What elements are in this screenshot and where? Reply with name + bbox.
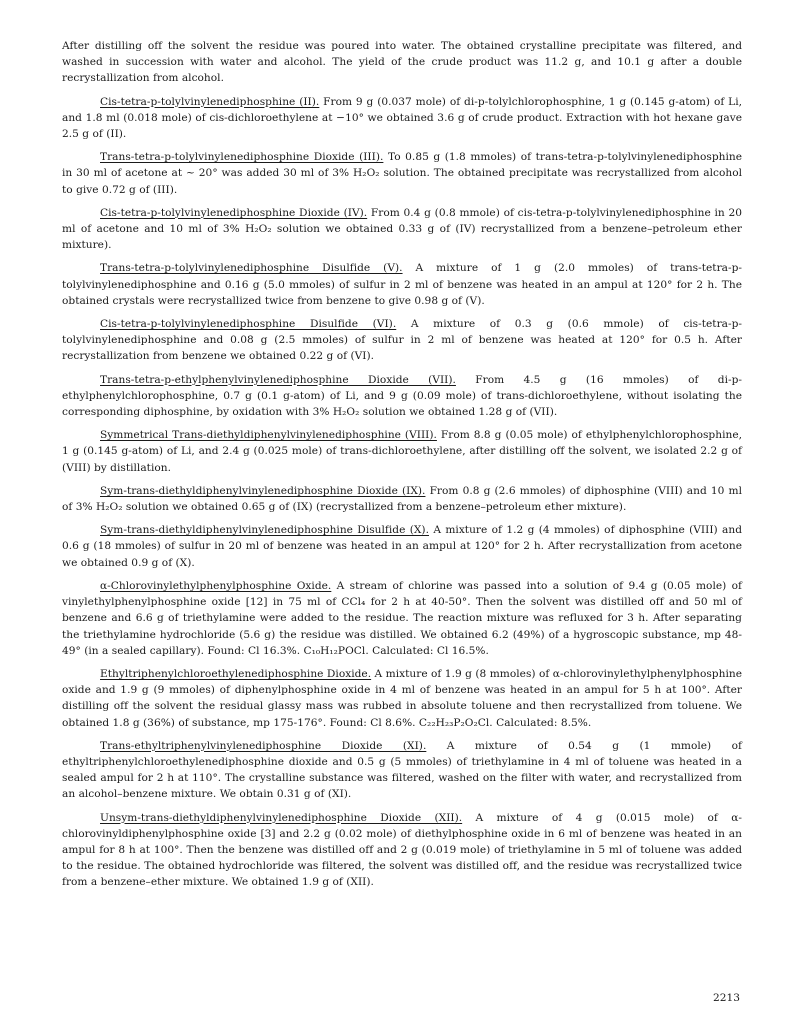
paragraph-body: A mixture of 0.54 g (1 mmole) of ethyltriphenylchloroethylenediphosphine dioxide and 0.5 g (5 mmoles) of triethylamine in 4 ml of toluene was heated in a sealed ampul for 2 h at 110°. The crystalline substance was filtered, washed on the filter with water, and recrystallized from an alcohol–benzene mixture. We obtain 0.31 g of (XI). (62, 739, 743, 801)
paragraph-body: A mixture of 4 g (0.015 mole) of α-chlorovinyldiphenylphosphine oxide [3] and 2.2 g (0.02 mole) of diethylphosphine oxide in 6 ml of benzene was heated in an ampul for 8 h at 100°. Then the benzene was distilled off and 2 g (0.019 mole) of triethylamine in 5 ml of toluene was added to the residue. The obtained hydrochloride was filtered, the solvent was distilled off, and the residue was recrystallized twice from a benzene–ether mixture. We obtained 1.9 g of (XII). (62, 811, 742, 889)
paragraph-body: After distilling off the solvent the residue was poured into water. The obtained crystalline precipitate was filtered, and washed in succession with water and alcohol. The yield of the crude product was 11.2 g, and 10.1 g after a double recrystallization from alcohol. (62, 40, 742, 85)
paragraph-intro (62, 38, 742, 87)
section-heading: α-Chlorovinylethylphenylphosphine Oxide. (100, 579, 332, 592)
paragraph-body: To 0.85 g (1.8 mmoles) of trans-tetra-p-tolylvinylenediphosphine in 30 ml of acetone at ~ 20° was added 30 ml of 3% H₂O₂ solution. The obtained precipitate was recrystallized from alcohol to give 0.72 g of (III). (62, 151, 742, 196)
section-heading: Unsym-trans-diethyldiphenylvinylenediphosphine Dioxide (XII). (100, 811, 463, 824)
paragraph-compound-xii (62, 810, 742, 891)
paragraph-compound-iii (62, 149, 742, 198)
paragraph-compound-vi (62, 316, 742, 365)
paragraph-body: From 9 g (0.037 mole) of di-p-tolylchlorophosphine, 1 g (0.145 g-atom) of Li, and 1.8 ml (0.018 mole) of cis-dichloroethylene at −10° we obtained 3.6 g of crude product. Extraction with hot hexane gave 2.5 g of (II). (62, 95, 742, 141)
section-heading: Trans-tetra-p-tolylvinylenediphosphine Dioxide (III). (100, 151, 384, 164)
paragraph-chloroethylene-dioxide (62, 666, 742, 731)
section-heading: Symmetrical Trans-diethyldiphenylvinylenediphosphine (VIII). (100, 429, 437, 442)
paragraph-compound-xi (62, 738, 742, 803)
paragraph-body: From 0.8 g (2.6 mmoles) of diphosphine (VIII) and 10 ml of 3% H₂O₂ solution we obtained 0.65 g of (IX) (recrystallized from a benzene–petroleum ether mixture). (62, 484, 742, 514)
section-heading: Ethyltriphenylchloroethylenediphosphine Dioxide. (100, 667, 372, 680)
paragraph-compound-x (62, 522, 742, 571)
paragraph-compound-viii (62, 427, 742, 476)
paragraph-body: A mixture of 1 g (2.0 mmoles) of trans-tetra-p-tolylvinylenediphosphine and 0.16 g (5.0 mmoles) of sulfur in 2 ml of benzene was heated in an ampul at 120° for 2 h. The obtained crystals were recrystallized twice from benzene to give 0.98 g of (V). (62, 262, 742, 307)
paragraph-body: From 8.8 g (0.05 mole) of ethylphenylchlorophosphine, 1 g (0.145 g-atom) of Li, and 2.4 g (0.025 mole) of trans-dichloroethylene, after distilling off the solvent, we isolated 2.2 g of (VIII) by distillation. (62, 429, 742, 474)
section-heading: Trans-ethyltriphenylvinylenediphosphine Dioxide (XI). (100, 739, 427, 752)
paragraph-body: A mixture of 0.3 g (0.6 mmole) of cis-tetra-p-tolylvinylenediphosphine and 0.08 g (2.5 mmoles) of sulfur in 2 ml of benzene was heated at 120° for 0.5 h. After recrystallization from benzene we obtained 0.22 g of (VI). (62, 318, 742, 363)
paragraph-body: A mixture of 1.9 g (8 mmoles) of α-chlorovinylethylphenylphosphine oxide and 1.9 g (9 mmoles) of diphenylphosphine oxide in 4 ml of benzene was heated in an ampul for 5 h at 100°. After distilling off the solvent the residual glassy mass was rubbed in absolute toluene and then recrystallized from toluene. We obtained 1.8 g (36%) of substance, mp 175-176°. Found: Cl 8.6%. C₂₂H₂₃P₂O₂Cl. Calculated: 8.5%. (62, 667, 742, 729)
section-heading: Trans-tetra-p-ethylphenylvinylenediphosphine Dioxide (VII). (100, 373, 456, 386)
section-heading: Cis-tetra-p-tolylvinylenediphosphine Disulfide (VI). (100, 318, 397, 331)
paragraph-compound-iv (62, 205, 742, 254)
paragraph-compound-ix (62, 483, 742, 515)
paragraph-compound-vii (62, 372, 742, 421)
section-heading: Trans-tetra-p-tolylvinylenediphosphine Disulfide (V). (100, 262, 403, 275)
section-heading: Cis-tetra-p-tolylvinylenediphosphine (II). (100, 95, 320, 108)
page-body (62, 38, 742, 898)
paragraph-compound-v (62, 260, 742, 309)
paragraph-compound-ii (62, 94, 742, 143)
paragraph-chlorovinyl-oxide (62, 578, 742, 659)
section-heading: Sym-trans-diethyldiphenylvinylenediphosphine Dioxide (IX). (100, 484, 426, 497)
paragraph-body: A stream of chlorine was passed into a solution of 9.4 g (0.05 mole) of vinylethylphenylphosphine oxide [12] in 75 ml of CCl₄ for 2 h at 40-50°. Then the solvent was distilled off and 50 ml of benzene and 6.6 g of triethylamine were added to the residue. The reaction mixture was refluxed for 3 h. After separating the triethylamine hydrochloride (5.6 g) the residue was distilled. We obtained 6.2 (49%) of a hygroscopic substance, mp 48-49° (in a sealed capillary). Found: Cl 16.3%. C₁₀H₁₂POCl. Calculated: Cl 16.5%. (62, 579, 742, 657)
section-heading: Sym-trans-diethyldiphenylvinylenediphosphine Disulfide (X). (100, 524, 429, 537)
paragraph-body: From 4.5 g (16 mmoles) of di-p-ethylphenylchlorophosphine, 0.7 g (0.1 g-atom) of Li, and 9 g (0.09 mole) of trans-dichloroethylene, without isolating the corresponding diphosphine, by oxidation with 3% H₂O₂ solution we obtained 1.28 g of (VII). (62, 373, 742, 419)
page-number: 2213 (713, 992, 740, 1004)
paragraph-body: A mixture of 1.2 g (4 mmoles) of diphosphine (VIII) and 0.6 g (18 mmoles) of sulfur in 20 ml of benzene was heated in an ampul at 120° for 2 h. After recrystallization from acetone we obtained 0.9 g of (X). (62, 524, 743, 569)
paragraph-body: From 0.4 g (0.8 mmole) of cis-tetra-p-tolylvinylenediphosphine in 20 ml of acetone and 10 ml of 3% H₂O₂ solution we obtained 0.33 g of (IV) recrystallized from a benzene–petroleum ether mixture). (62, 206, 743, 252)
section-heading: Cis-tetra-p-tolylvinylenediphosphine Dioxide (IV). (100, 206, 368, 219)
